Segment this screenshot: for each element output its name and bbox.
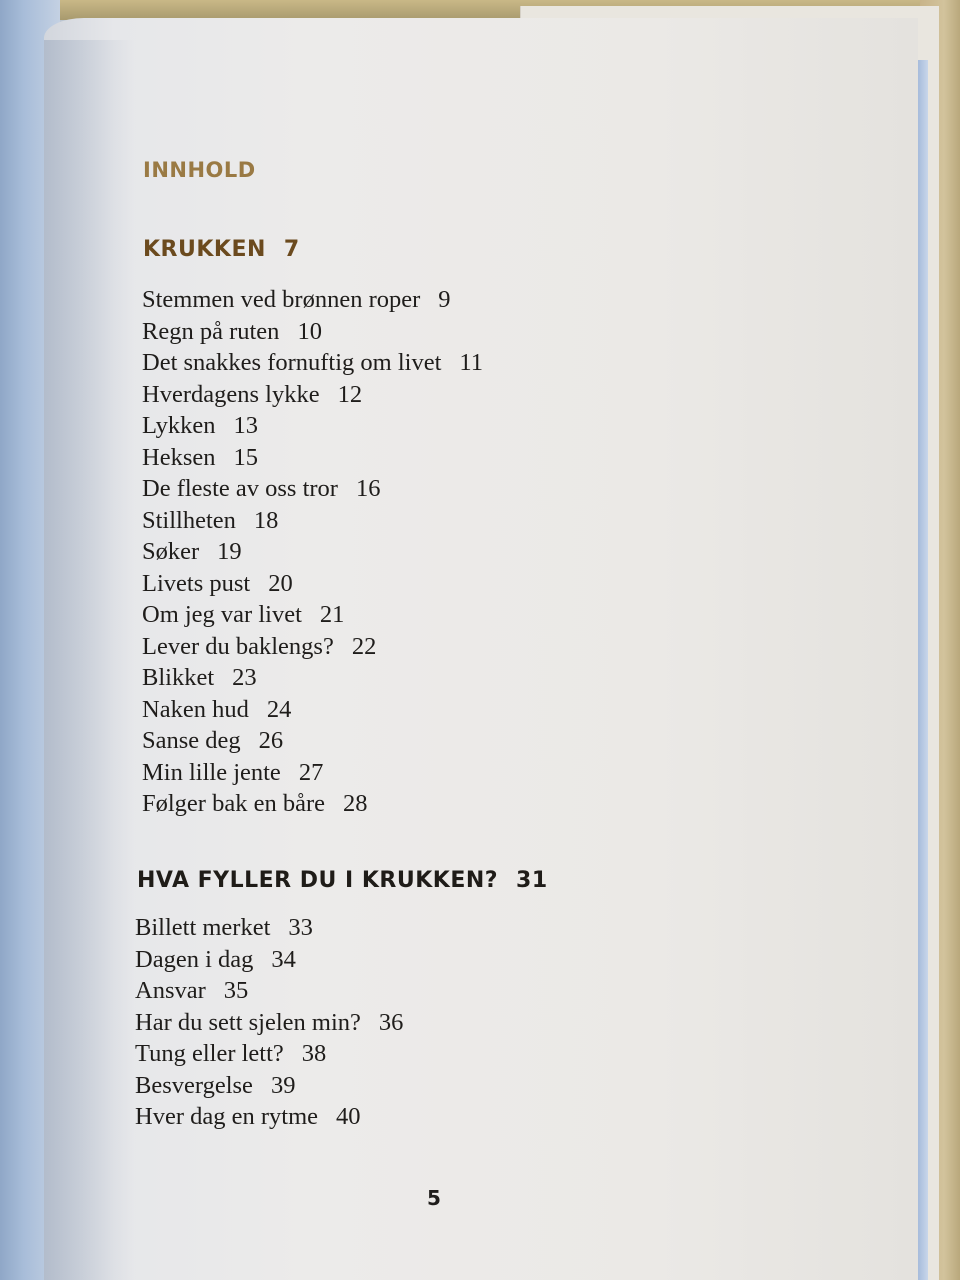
toc-entry-page: 26 [258,727,284,754]
toc-entry-page: 18 [253,506,279,534]
toc-entry-page: 16 [355,475,381,502]
toc-entry [142,442,483,474]
toc-entry-title: Tung eller lett? [135,1040,284,1067]
toc-entry-page: 10 [297,317,322,345]
toc-entry-title: Billett merket [135,914,271,941]
toc-entry-title: Regn på ruten [142,317,280,345]
toc-entry [142,694,483,726]
toc-entry [142,725,483,757]
toc-entry-title: Naken hud [142,695,249,723]
toc-entry-page: 12 [337,380,363,408]
toc-entry-page: 27 [298,758,324,786]
toc-entry-page: 22 [351,632,377,660]
toc-entry [142,631,483,663]
toc-entry-title: Ansvar [135,977,206,1004]
toc-entry-title: Hverdagens lykke [142,380,320,408]
toc-entry-title: Sanse deg [142,727,241,754]
toc-entry [135,912,403,944]
toc-entry-title: Besvergelse [135,1071,253,1099]
section-title-text: KRUKKEN [143,237,266,262]
section-title-text: HVA FYLLER DU I KRUKKEN? [137,868,499,893]
toc-entry-title: Blikket [142,664,215,691]
section-page-number: 7 [283,237,300,262]
toc-entry-page: 15 [233,443,258,471]
toc-entry-title: Lever du baklengs? [142,632,334,660]
toc-list-krukken [142,284,483,820]
section-page-number: 31 [516,868,548,893]
toc-entry-page: 33 [288,914,313,941]
toc-entry [135,1101,403,1133]
page-number: 5 [427,1186,441,1210]
toc-entry-page: 39 [270,1071,296,1099]
toc-entry-title: Min lille jente [142,758,281,786]
toc-entry-page: 9 [438,286,451,313]
toc-entry [142,473,483,505]
toc-entry [142,379,483,411]
toc-entry-title: Lykken [142,412,216,439]
toc-entry [142,568,483,600]
toc-entry-title: Dagen i dag [135,945,254,973]
toc-entry-page: 11 [459,349,483,376]
toc-entry [142,347,483,379]
toc-entry-page: 28 [343,790,368,817]
toc-entry [142,316,483,348]
toc-entry [135,1007,403,1039]
page-curl-shadow [44,40,134,1280]
toc-entry [142,505,483,537]
toc-entry [135,944,403,976]
toc-entry [142,284,483,316]
toc-entry-title: Om jeg var livet [142,601,302,628]
toc-entry [135,1038,403,1070]
toc-entry [142,662,483,694]
toc-entry-page: 23 [232,664,257,691]
toc-entry [135,975,403,1007]
toc-list-hva-fyller [135,912,403,1133]
toc-entry-page: 21 [319,601,345,628]
toc-entry [142,788,483,820]
toc-entry-title: Stemmen ved brønnen roper [142,286,421,313]
section-title-krukken [143,237,300,262]
toc-entry-page: 13 [233,412,258,439]
toc-heading: INNHOLD [143,158,256,182]
toc-entry [142,410,483,442]
toc-entry-page: 34 [271,945,296,973]
toc-entry-title: Har du sett sjelen min? [135,1008,361,1036]
section-title-hva-fyller [137,868,548,893]
toc-entry [142,599,483,631]
toc-entry-page: 19 [217,538,242,565]
toc-entry-title: Søker [142,538,200,565]
toc-entry-title: De fleste av oss tror [142,475,338,502]
toc-entry-page: 36 [378,1008,404,1036]
toc-entry-title: Stillheten [142,506,236,534]
toc-entry-title: Heksen [142,443,216,471]
toc-entry-page: 20 [268,569,293,597]
toc-entry [135,1070,403,1102]
toc-entry-title: Hver dag en rytme [135,1103,318,1130]
toc-entry-title: Det snakkes fornuftig om livet [142,349,442,376]
toc-entry [142,757,483,789]
toc-entry-page: 24 [266,695,292,723]
toc-entry-page: 35 [223,977,249,1004]
toc-entry-page: 40 [336,1103,361,1130]
toc-entry [142,536,483,568]
toc-entry-title: Følger bak en båre [142,790,325,817]
toc-entry-title: Livets pust [142,569,251,597]
toc-entry-page: 38 [301,1040,327,1067]
